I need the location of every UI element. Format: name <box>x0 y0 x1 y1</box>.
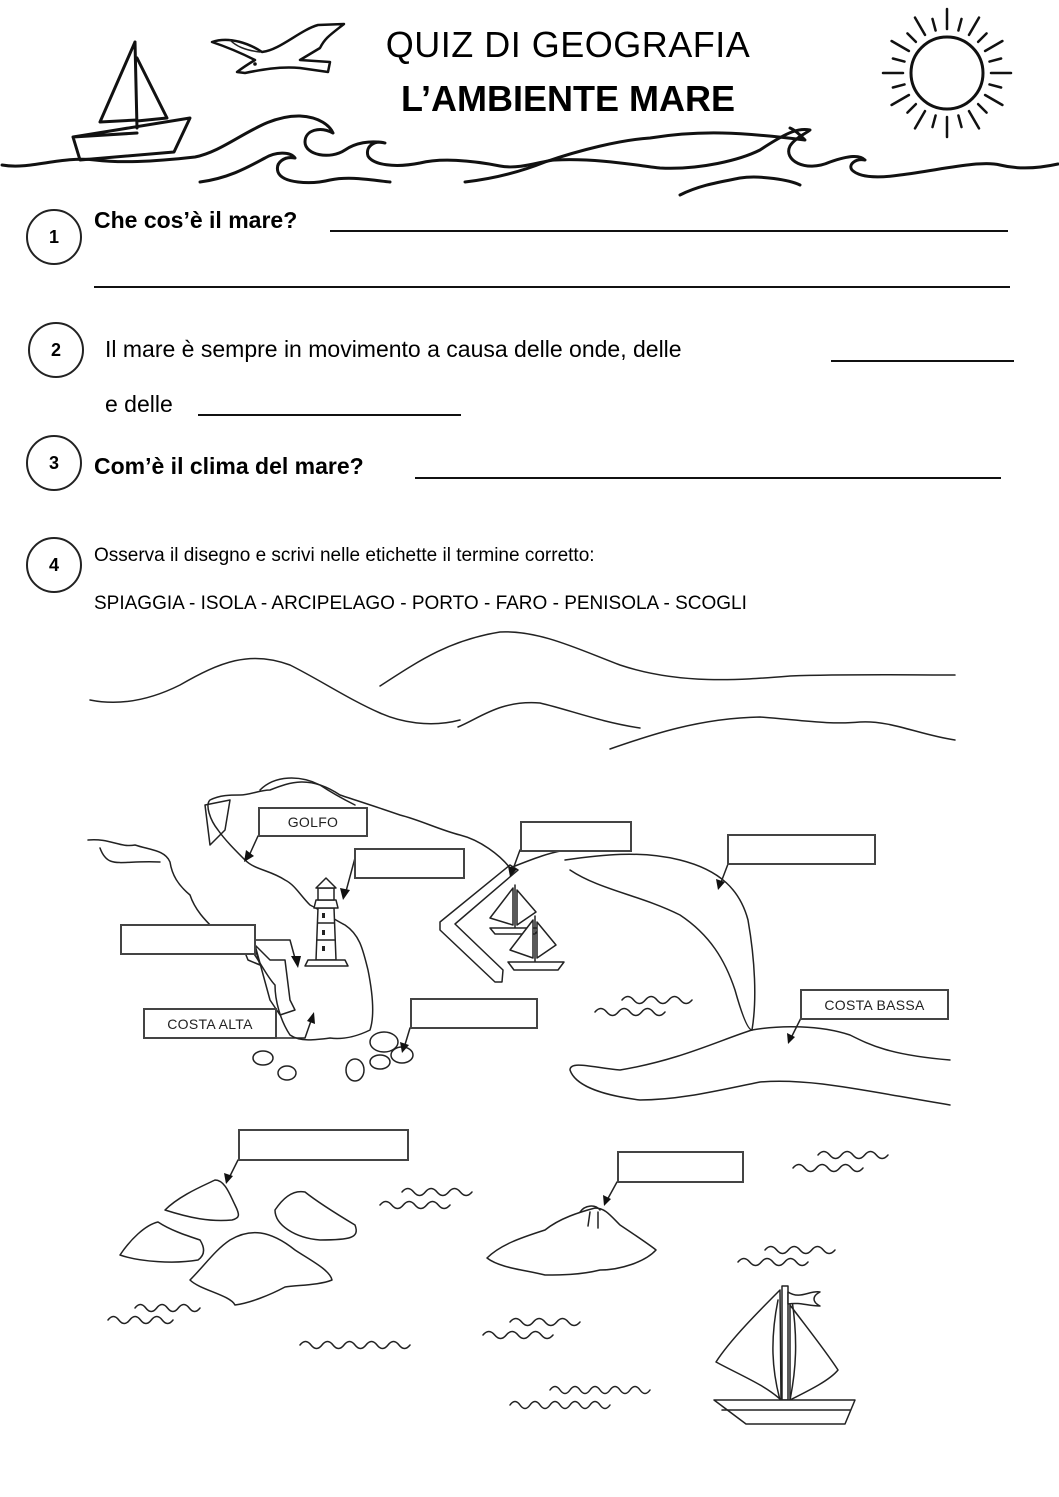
small-wave <box>135 1305 200 1312</box>
small-wave <box>510 1402 610 1409</box>
small-wave <box>108 1317 173 1324</box>
question-number-3: 3 <box>26 435 82 491</box>
question-3-text: Com’è il clima del mare? <box>94 453 364 479</box>
label-box-scogli[interactable] <box>410 998 538 1029</box>
question-number-1: 1 <box>26 209 82 265</box>
hills-drawing <box>90 632 955 749</box>
beach-drawing <box>565 854 950 1105</box>
question-1-text: Che cos’è il mare? <box>94 207 298 233</box>
question-number-4: 4 <box>26 537 82 593</box>
label-box-arcipelago[interactable] <box>238 1129 409 1161</box>
small-wave <box>483 1332 553 1339</box>
answer-line-1b[interactable] <box>94 286 1010 288</box>
title-topic: L’AMBIENTE MARE <box>400 78 735 119</box>
label-costa-alta: COSTA ALTA <box>143 1008 277 1039</box>
question-number-2: 2 <box>28 322 84 378</box>
lighthouse-icon <box>305 878 348 966</box>
waves-icon <box>2 116 1058 195</box>
label-box-promontorio[interactable] <box>120 924 256 955</box>
island-drawing <box>487 1206 656 1275</box>
answer-line-1a[interactable] <box>330 230 1008 232</box>
rocks-drawing <box>253 1032 413 1081</box>
harbor-boats-icon <box>490 885 564 970</box>
label-box-isola[interactable] <box>617 1151 744 1183</box>
small-wave <box>402 1189 472 1196</box>
answer-line-3[interactable] <box>415 477 1001 479</box>
small-wave <box>765 1247 835 1254</box>
label-costa-bassa: COSTA BASSA <box>800 989 949 1020</box>
label-golfo: GOLFO <box>258 807 368 837</box>
answer-line-2b[interactable] <box>198 414 461 416</box>
question-2-text-continued: e delle <box>105 391 173 417</box>
small-wave <box>380 1202 450 1209</box>
small-wave <box>595 1009 665 1016</box>
label-box-spiaggia[interactable] <box>727 834 876 865</box>
title-quiz: QUIZ DI GEOGRAFIA <box>385 24 751 65</box>
small-wave <box>510 1319 580 1326</box>
label-box-porto[interactable] <box>520 821 632 852</box>
small-wave <box>738 1259 808 1266</box>
sailboat-drawing <box>714 1286 855 1424</box>
small-wave <box>622 997 692 1004</box>
archipelago-drawing <box>120 1180 356 1305</box>
small-wave <box>300 1342 410 1349</box>
sea-waves-decoration <box>108 997 888 1409</box>
small-wave <box>550 1387 650 1394</box>
small-wave <box>818 1152 888 1159</box>
question-2-text: Il mare è sempre in movimento a causa delle onde, delle <box>105 336 682 362</box>
word-bank: SPIAGGIA - ISOLA - ARCIPELAGO - PORTO - FARO - PENISOLA - SCOGLI <box>94 593 747 614</box>
small-wave <box>793 1165 863 1172</box>
label-box-faro[interactable] <box>354 848 465 879</box>
answer-line-2a[interactable] <box>831 360 1014 362</box>
question-4-text: Osserva il disegno e scrivi nelle etichette il termine corretto: <box>94 545 595 566</box>
